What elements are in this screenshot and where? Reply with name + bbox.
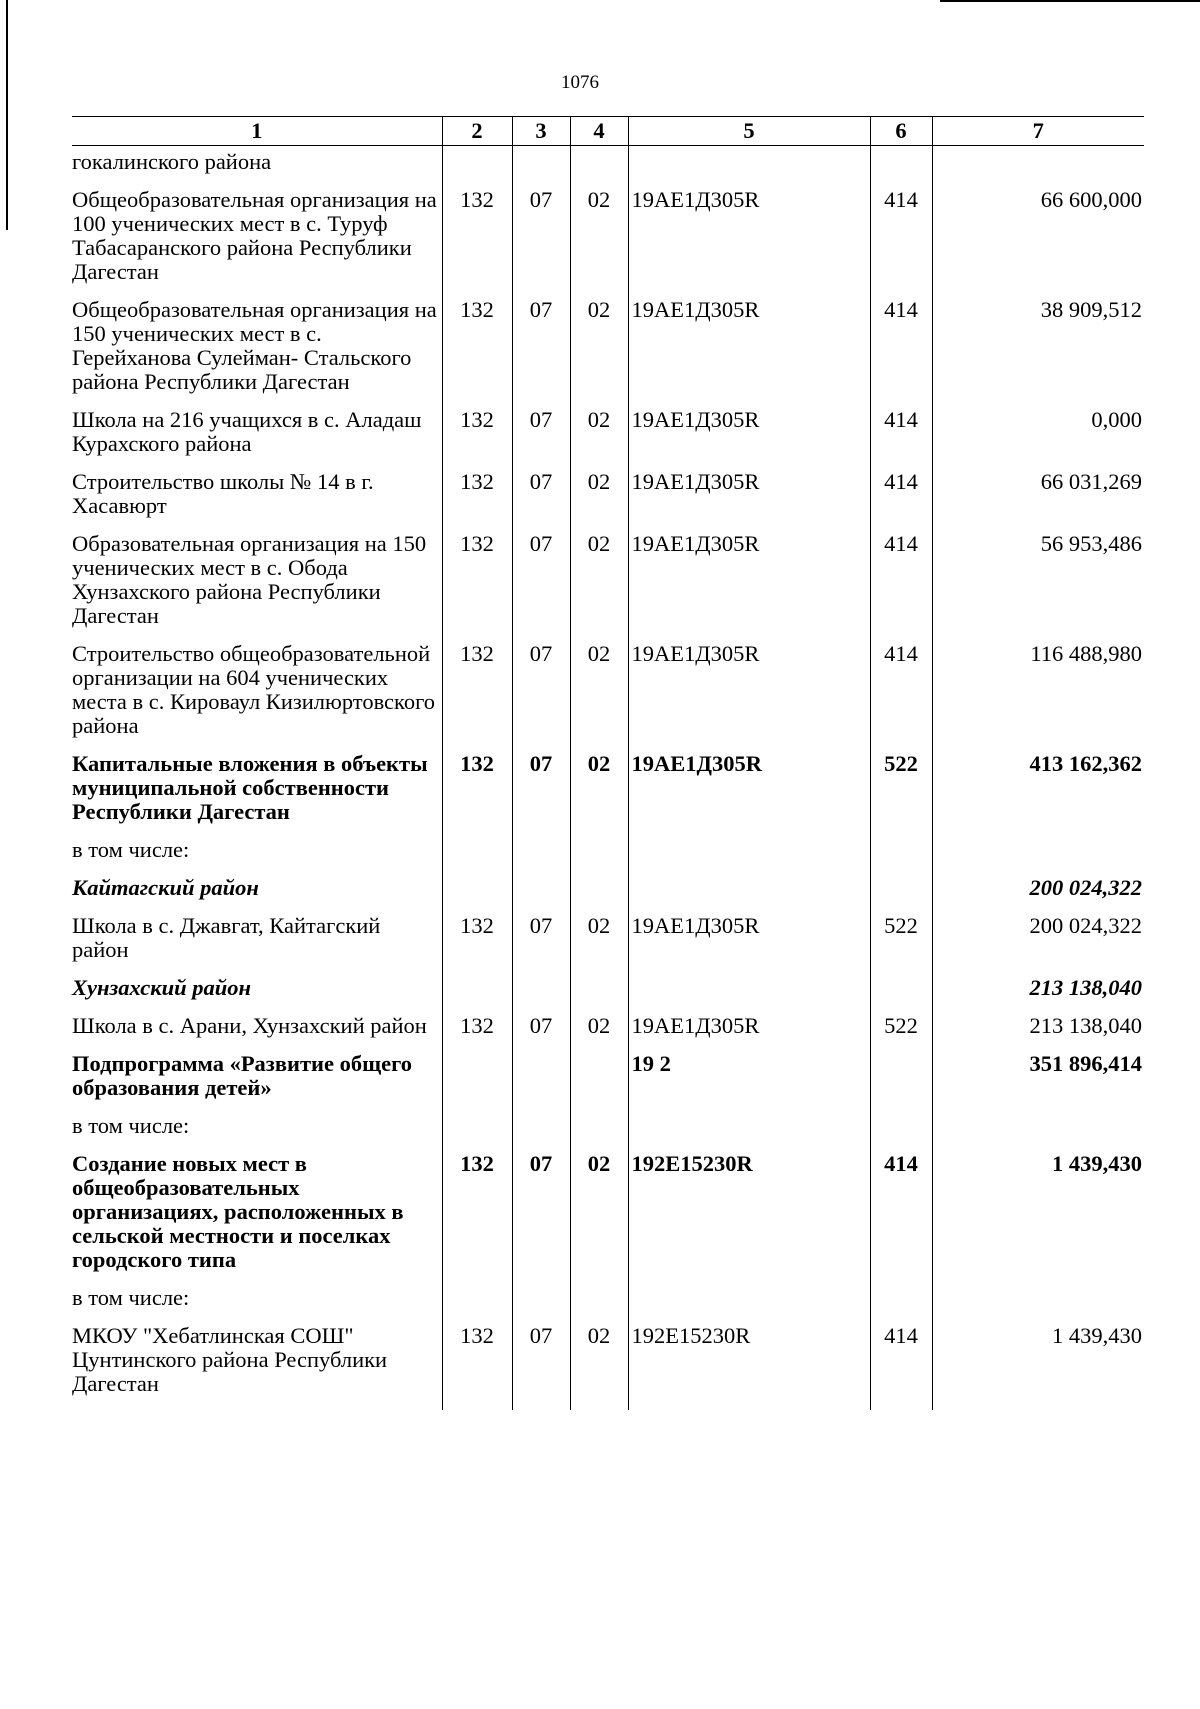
cell-item-name: Кайтагский район — [72, 875, 259, 900]
cell-ministry-code: 132 — [442, 642, 512, 752]
table-row — [72, 642, 1144, 752]
cell-section-code — [512, 1052, 570, 1114]
cell-item-name: в том числе: — [72, 1113, 190, 1138]
cell-subsection-code: 02 — [570, 188, 628, 298]
cell-amount: 38 909,512 — [932, 298, 1144, 408]
cell-section-code: 07 — [512, 188, 570, 298]
cell-expense-type-code — [870, 976, 932, 1014]
cell-item-name: Создание новых мест в общеобразовательных организациях, расположенных в сельской местности и поселках городского типа — [72, 1151, 404, 1272]
cell-expense-type-code: 414 — [870, 408, 932, 470]
cell-item-name: Школа в с. Джавгат, Кайтагский район — [72, 913, 381, 962]
cell-subsection-code: 02 — [570, 1324, 628, 1410]
cell-ministry-code: 132 — [442, 914, 512, 976]
table-row — [72, 408, 1144, 470]
cell-expense-type-code: 414 — [870, 1152, 932, 1286]
cell-subsection-code — [570, 976, 628, 1014]
cell-subsection-code — [570, 1114, 628, 1152]
cell-amount — [932, 146, 1144, 189]
cell-ministry-code — [442, 976, 512, 1014]
cell-section-code: 07 — [512, 532, 570, 642]
cell-target-article-code — [628, 1114, 870, 1152]
cell-ministry-code: 132 — [442, 1014, 512, 1052]
cell-ministry-code — [442, 1052, 512, 1114]
cell-amount — [932, 1286, 1144, 1324]
cell-section-code — [512, 146, 570, 189]
cell-item-name: Подпрограмма «Развитие общего образования детей» — [72, 1051, 412, 1100]
header-col-5: 5 — [628, 117, 870, 146]
header-row — [72, 117, 1144, 146]
cell-subsection-code — [570, 1052, 628, 1114]
cell-ministry-code: 132 — [442, 1324, 512, 1410]
cell-item-name: гокалинского района — [72, 149, 272, 174]
cell-section-code: 07 — [512, 914, 570, 976]
cell-expense-type-code — [870, 876, 932, 914]
cell-subsection-code: 02 — [570, 1014, 628, 1052]
cell-expense-type-code — [870, 1114, 932, 1152]
cell-amount: 56 953,486 — [932, 532, 1144, 642]
cell-section-code: 07 — [512, 1324, 570, 1410]
scan-edge-top — [940, 0, 1200, 2]
cell-amount: 213 138,040 — [932, 976, 1144, 1014]
cell-amount: 1 439,430 — [932, 1152, 1144, 1286]
cell-item-name: Строительство общеобразовательной организации на 604 ученических места в с. Кироваул Кизилюртовского района — [72, 641, 435, 738]
cell-item-name: Капитальные вложения в объекты муниципальной собственности Республики Дагестан — [72, 751, 428, 824]
table-row — [72, 752, 1144, 838]
cell-expense-type-code: 414 — [870, 642, 932, 752]
budget-table — [72, 116, 1144, 1410]
cell-amount: 0,000 — [932, 408, 1144, 470]
header-col-3: 3 — [512, 117, 570, 146]
cell-section-code: 07 — [512, 470, 570, 532]
cell-amount: 200 024,322 — [932, 914, 1144, 976]
cell-target-article-code: 19АЕ1Д305R — [628, 642, 870, 752]
table-row — [72, 1014, 1144, 1052]
cell-section-code — [512, 876, 570, 914]
scan-edge-left — [6, 0, 8, 230]
table-row — [72, 146, 1144, 189]
cell-expense-type-code: 414 — [870, 1324, 932, 1410]
budget-table-container — [72, 116, 1144, 1410]
cell-ministry-code — [442, 1114, 512, 1152]
cell-amount — [932, 1114, 1144, 1152]
cell-section-code: 07 — [512, 408, 570, 470]
cell-subsection-code: 02 — [570, 298, 628, 408]
cell-target-article-code: 19АЕ1Д305R — [628, 298, 870, 408]
cell-item-name: Школа на 216 учащихся в с. Аладаш Курахского района — [72, 407, 422, 456]
cell-ministry-code — [442, 838, 512, 876]
header-col-4: 4 — [570, 117, 628, 146]
cell-item-name: Хунзахский район — [72, 975, 252, 1000]
cell-subsection-code — [570, 838, 628, 876]
cell-subsection-code: 02 — [570, 914, 628, 976]
cell-item-name: Строительство школы № 14 в г. Хасавюрт — [72, 469, 374, 518]
cell-subsection-code: 02 — [570, 470, 628, 532]
cell-ministry-code — [442, 1286, 512, 1324]
cell-subsection-code — [570, 1286, 628, 1324]
cell-target-article-code — [628, 146, 870, 189]
cell-ministry-code — [442, 146, 512, 189]
cell-target-article-code: 192E15230R — [628, 1152, 870, 1286]
cell-amount: 66 600,000 — [932, 188, 1144, 298]
cell-target-article-code — [628, 838, 870, 876]
cell-target-article-code: 19АЕ1Д305R — [628, 914, 870, 976]
cell-ministry-code — [442, 876, 512, 914]
table-row — [72, 1114, 1144, 1152]
cell-expense-type-code: 414 — [870, 188, 932, 298]
cell-target-article-code: 19АЕ1Д305R — [628, 188, 870, 298]
cell-item-name: Общеобразовательная организация на 150 ученических мест в с. Герейханова Сулейман- Стальского района Республики Дагестан — [72, 297, 437, 394]
cell-ministry-code: 132 — [442, 188, 512, 298]
cell-expense-type-code: 522 — [870, 752, 932, 838]
cell-expense-type-code — [870, 838, 932, 876]
cell-subsection-code: 02 — [570, 1152, 628, 1286]
table-row — [72, 532, 1144, 642]
cell-subsection-code — [570, 146, 628, 189]
cell-amount: 213 138,040 — [932, 1014, 1144, 1052]
table-row — [72, 838, 1144, 876]
cell-subsection-code: 02 — [570, 642, 628, 752]
cell-expense-type-code — [870, 1052, 932, 1114]
cell-expense-type-code: 414 — [870, 532, 932, 642]
cell-amount — [932, 838, 1144, 876]
page-number: 1076 — [561, 72, 599, 93]
cell-target-article-code: 192E15230R — [628, 1324, 870, 1410]
header-col-2: 2 — [442, 117, 512, 146]
cell-item-name: Общеобразовательная организация на 100 ученических мест в с. Туруф Табасаранского района Республики Дагестан — [72, 187, 437, 284]
cell-section-code: 07 — [512, 752, 570, 838]
cell-item-name: Школа в с. Арани, Хунзахский район — [72, 1013, 427, 1038]
table-row — [72, 1052, 1144, 1114]
cell-target-article-code: 19АЕ1Д305R — [628, 470, 870, 532]
cell-amount: 200 024,322 — [932, 876, 1144, 914]
cell-item-name: в том числе: — [72, 1285, 190, 1310]
cell-amount: 413 162,362 — [932, 752, 1144, 838]
table-row — [72, 914, 1144, 976]
cell-ministry-code: 132 — [442, 470, 512, 532]
cell-amount: 351 896,414 — [932, 1052, 1144, 1114]
table-row — [72, 1152, 1144, 1286]
header-col-6: 6 — [870, 117, 932, 146]
cell-amount: 1 439,430 — [932, 1324, 1144, 1410]
table-row — [72, 188, 1144, 298]
cell-target-article-code: 19 2 — [628, 1052, 870, 1114]
cell-subsection-code — [570, 876, 628, 914]
cell-section-code: 07 — [512, 642, 570, 752]
cell-expense-type-code: 522 — [870, 1014, 932, 1052]
cell-section-code — [512, 838, 570, 876]
cell-amount: 66 031,269 — [932, 470, 1144, 532]
cell-target-article-code: 19АЕ1Д305R — [628, 1014, 870, 1052]
table-body — [72, 146, 1144, 1411]
header-col-1: 1 — [72, 117, 442, 146]
cell-section-code — [512, 1286, 570, 1324]
cell-subsection-code: 02 — [570, 752, 628, 838]
cell-section-code: 07 — [512, 298, 570, 408]
cell-expense-type-code: 414 — [870, 298, 932, 408]
table-row — [72, 298, 1144, 408]
cell-expense-type-code — [870, 1286, 932, 1324]
cell-target-article-code — [628, 976, 870, 1014]
table-row — [72, 1286, 1144, 1324]
cell-expense-type-code: 522 — [870, 914, 932, 976]
cell-target-article-code — [628, 876, 870, 914]
cell-subsection-code: 02 — [570, 408, 628, 470]
cell-ministry-code: 132 — [442, 298, 512, 408]
cell-amount: 116 488,980 — [932, 642, 1144, 752]
header-col-7: 7 — [932, 117, 1144, 146]
cell-ministry-code: 132 — [442, 1152, 512, 1286]
cell-ministry-code: 132 — [442, 408, 512, 470]
cell-target-article-code — [628, 1286, 870, 1324]
cell-item-name: в том числе: — [72, 837, 190, 862]
cell-ministry-code: 132 — [442, 752, 512, 838]
cell-item-name: МКОУ "Хебатлинская СОШ" Цунтинского района Республики Дагестан — [72, 1323, 388, 1396]
cell-target-article-code: 19АЕ1Д305R — [628, 752, 870, 838]
cell-expense-type-code — [870, 146, 932, 189]
cell-expense-type-code: 414 — [870, 470, 932, 532]
table-row — [72, 976, 1144, 1014]
cell-section-code — [512, 1114, 570, 1152]
cell-ministry-code: 132 — [442, 532, 512, 642]
table-row — [72, 1324, 1144, 1410]
cell-target-article-code: 19АЕ1Д305R — [628, 532, 870, 642]
table-row — [72, 470, 1144, 532]
table-row — [72, 876, 1144, 914]
cell-section-code — [512, 976, 570, 1014]
cell-subsection-code: 02 — [570, 532, 628, 642]
cell-section-code: 07 — [512, 1152, 570, 1286]
cell-item-name: Образовательная организация на 150 ученических мест в с. Обода Хунзахского района Республики Дагестан — [72, 531, 427, 628]
cell-target-article-code: 19АЕ1Д305R — [628, 408, 870, 470]
cell-section-code: 07 — [512, 1014, 570, 1052]
